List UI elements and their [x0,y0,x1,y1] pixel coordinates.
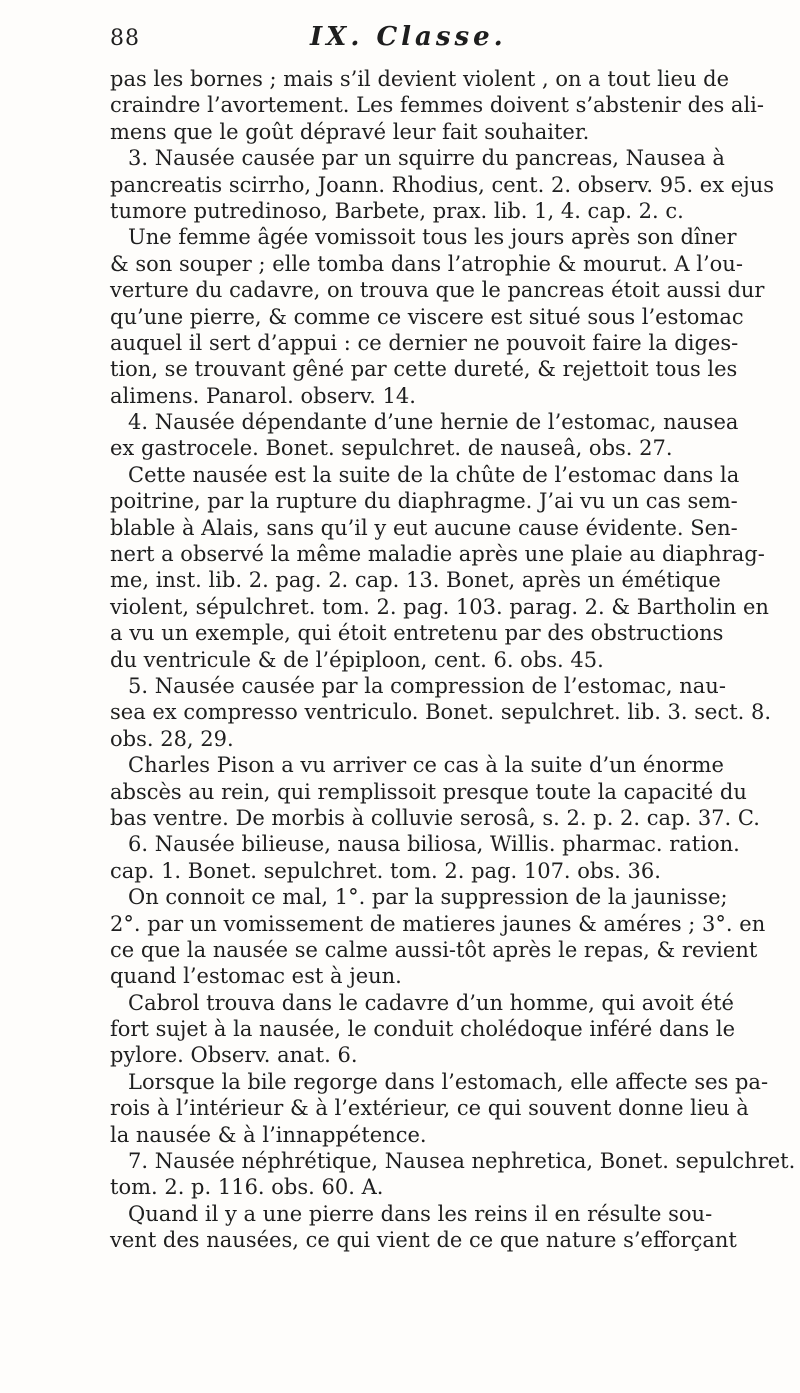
body-text [110,66,800,1254]
text-line: la nausée & à l’innappétence. [110,1122,427,1147]
text-line: verture du cadavre, on trouva que le pancreas étoit aussi dur [110,278,765,303]
text-line: du ventricule & de l’épiploon, cent. 6. obs. 45. [110,647,604,672]
text-line: tumore putredinoso, Barbete, prax. lib. 1, 4. cap. 2. c. [110,198,684,223]
text-line: nert a observé la même maladie après une plaie au diaphrag- [110,542,765,567]
text-line: a vu un exemple, qui étoit entretenu par des obstructions [110,621,724,646]
text-line: tom. 2. p. 116. obs. 60. A. [110,1175,384,1200]
text-line: sea ex compresso ventriculo. Bonet. sepulchret. lib. 3. sect. 8. [110,700,772,725]
text-line: 5. Nausée causée par la compression de l’estomac, nau- [128,673,726,698]
text-line: rois à l’intérieur & à l’extérieur, ce qui souvent donne lieu à [110,1096,749,1121]
text-line: On connoit ce mal, 1°. par la suppression de la jaunisse; [128,885,728,910]
text-line: 2°. par un vomissement de matieres jaunes & améres ; 3°. en [110,911,766,936]
text-line: pylore. Observ. anat. 6. [110,1043,358,1068]
text-line: Charles Pison a vu arriver ce cas à la suite d’un énorme [128,753,724,778]
text-line: cap. 1. Bonet. sepulchret. tom. 2. pag. 107. obs. 36. [110,858,661,883]
text-line: pas les bornes ; mais s’il devient violent , on a tout lieu de [110,67,730,91]
text-line: ex gastrocele. Bonet. sepulchret. de nauseâ, obs. 27. [110,436,673,461]
text-line: blable à Alais, sans qu’il y eut aucune cause évidente. Sen- [110,515,738,540]
text-line: Cette nausée est la suite de la chûte de l’estomac dans la [128,462,740,487]
text-line: quand l’estomac est à jeun. [110,964,402,989]
text-line: alimens. Panarol. observ. 14. [110,383,416,408]
text-line: tion, se trouvant gêné par cette dureté, & rejettoit tous les [110,357,738,382]
text-line: Cabrol trouva dans le cadavre d’un homme, qui avoit été [128,990,734,1015]
text-line: 4. Nausée dépendante d’une hernie de l’estomac, nausea [128,410,739,435]
text-line: vent des nausées, ce qui vient de ce que nature s’efforçant [110,1228,737,1253]
text-line: Quand il y a une pierre dans les reins il en résulte sou- [128,1201,713,1226]
text-line: Une femme âgée vomissoit tous les jours après son dîner [128,225,737,250]
text-line: obs. 28, 29. [110,726,234,751]
running-title: IX. Classe. [310,22,507,52]
text-line: violent, sépulchret. tom. 2. pag. 103. parag. 2. & Bartholin en [110,594,769,619]
text-line: mens que le goût dépravé leur fait souhaiter. [110,119,590,144]
text-line: pancreatis scirrho, Joann. Rhodius, cent. 2. observ. 95. ex ejus [110,172,774,197]
text-line: me, inst. lib. 2. pag. 2. cap. 13. Bonet, après un émétique [110,568,721,593]
text-line: abscès au rein, qui remplissoit presque toute la capacité du [110,779,747,804]
text-line: Lorsque la bile regorge dans l’estomach, elle affecte ses pa- [128,1069,769,1094]
text-line: craindre l’avortement. Les femmes doivent s’abstenir des ali- [110,93,764,118]
text-line: auquel il sert d’appui : ce dernier ne pouvoit faire la diges- [110,330,739,355]
text-line: 7. Nausée néphrétique, Nausea nephretica, Bonet. sepulchret. [128,1149,796,1174]
text-line: poitrine, par la rupture du diaphragme. J’ai vu un cas sem- [110,489,738,514]
text-line: & son souper ; elle tomba dans l’atrophie & mourut. A l’ou- [110,251,743,276]
text-line: 3. Nausée causée par un squirre du pancreas, Nausea à [128,146,725,171]
text-line: ce que la nausée se calme aussi-tôt après le repas, & revient [110,937,758,962]
text-line: bas ventre. De morbis à colluvie serosâ, s. 2. p. 2. cap. 37. C. [110,805,760,830]
page-number: 88 [110,26,140,51]
text-line: qu’une pierre, & comme ce viscere est situé sous l’estomac [110,304,744,329]
page-header [110,20,680,56]
text-line: 6. Nausée bilieuse, nausa biliosa, Willis. pharmac. ration. [128,832,740,857]
text-line: fort sujet à la nausée, le conduit cholédoque inféré dans le [110,1017,736,1042]
